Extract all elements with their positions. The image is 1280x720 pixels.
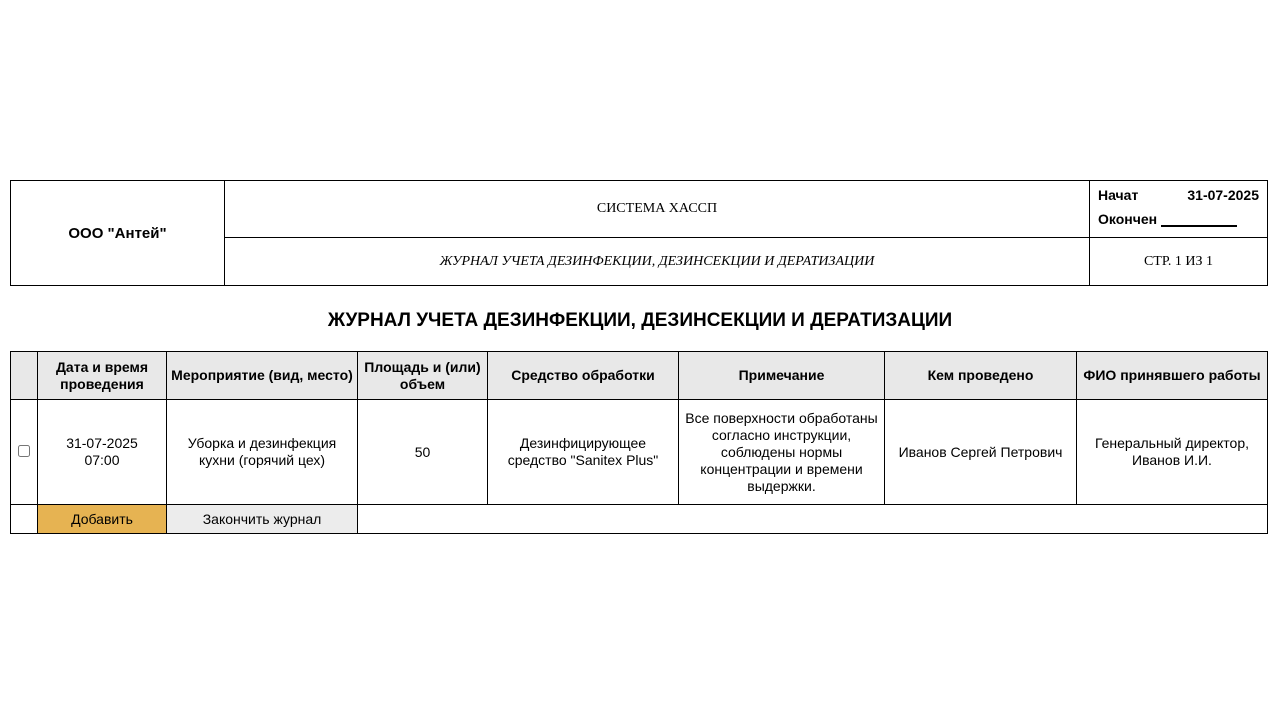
journal-header xyxy=(10,180,1268,286)
started-date: 31-07-2025 xyxy=(1187,187,1259,203)
actions-empty-cell xyxy=(358,505,1268,534)
column-header-agent: Средство обработки xyxy=(488,352,679,400)
column-header-note: Примечание xyxy=(679,352,885,400)
cell-accepted-by: Генеральный директор, Иванов И.И. xyxy=(1077,400,1268,505)
system-title: СИСТЕМА ХАССП xyxy=(225,181,1090,238)
cell-activity: Уборка и дезинфекция кухни (горячий цех) xyxy=(167,400,358,505)
actions-row xyxy=(11,505,1268,534)
organization-name: ООО "Антей" xyxy=(11,181,225,286)
started-row xyxy=(1098,183,1259,207)
column-header-performed-by: Кем проведено xyxy=(885,352,1077,400)
cell-note: Все поверхности обработаны согласно инструкции, соблюдены нормы концентрации и времени выдержки. xyxy=(679,400,885,505)
table-header-row xyxy=(11,352,1268,400)
finished-label: Окончен xyxy=(1098,211,1158,227)
column-header-activity: Мероприятие (вид, место) xyxy=(167,352,358,400)
started-label: Начат xyxy=(1098,187,1139,203)
finished-row xyxy=(1098,207,1259,231)
column-header-date: Дата и время проведения xyxy=(38,352,167,400)
cell-time-value: 07:00 xyxy=(84,452,120,468)
row-select-checkbox[interactable] xyxy=(18,445,30,457)
add-button[interactable]: Добавить xyxy=(38,505,166,533)
page-info: СТР. 1 ИЗ 1 xyxy=(1090,238,1268,286)
journal-name: ЖУРНАЛ УЧЕТА ДЕЗИНФЕКЦИИ, ДЕЗИНСЕКЦИИ И ДЕРАТИЗАЦИИ xyxy=(225,238,1090,286)
add-button-cell xyxy=(38,505,167,534)
page-title: ЖУРНАЛ УЧЕТА ДЕЗИНФЕКЦИИ, ДЕЗИНСЕКЦИИ И ДЕРАТИЗАЦИИ xyxy=(327,310,953,331)
cell-date-value: 31-07-2025 xyxy=(66,435,138,451)
column-header-accepted-by: ФИО принявшего работы xyxy=(1077,352,1268,400)
table-row xyxy=(11,400,1268,505)
cell-date xyxy=(38,400,167,505)
row-select-cell xyxy=(11,400,38,505)
column-header-area: Площадь и (или) объем xyxy=(358,352,488,400)
cell-agent: Дезинфицирующее средство "Sanitex Plus" xyxy=(488,400,679,505)
finish-journal-button[interactable]: Закончить журнал xyxy=(167,505,357,533)
journal-table xyxy=(10,351,1268,534)
cell-area: 50 xyxy=(358,400,488,505)
select-column-header xyxy=(11,352,38,400)
journal-dates xyxy=(1090,181,1268,238)
finished-date-blank xyxy=(1161,211,1237,227)
actions-spacer-cell xyxy=(11,505,38,534)
finish-button-cell xyxy=(167,505,358,534)
cell-performed-by: Иванов Сергей Петрович xyxy=(885,400,1077,505)
